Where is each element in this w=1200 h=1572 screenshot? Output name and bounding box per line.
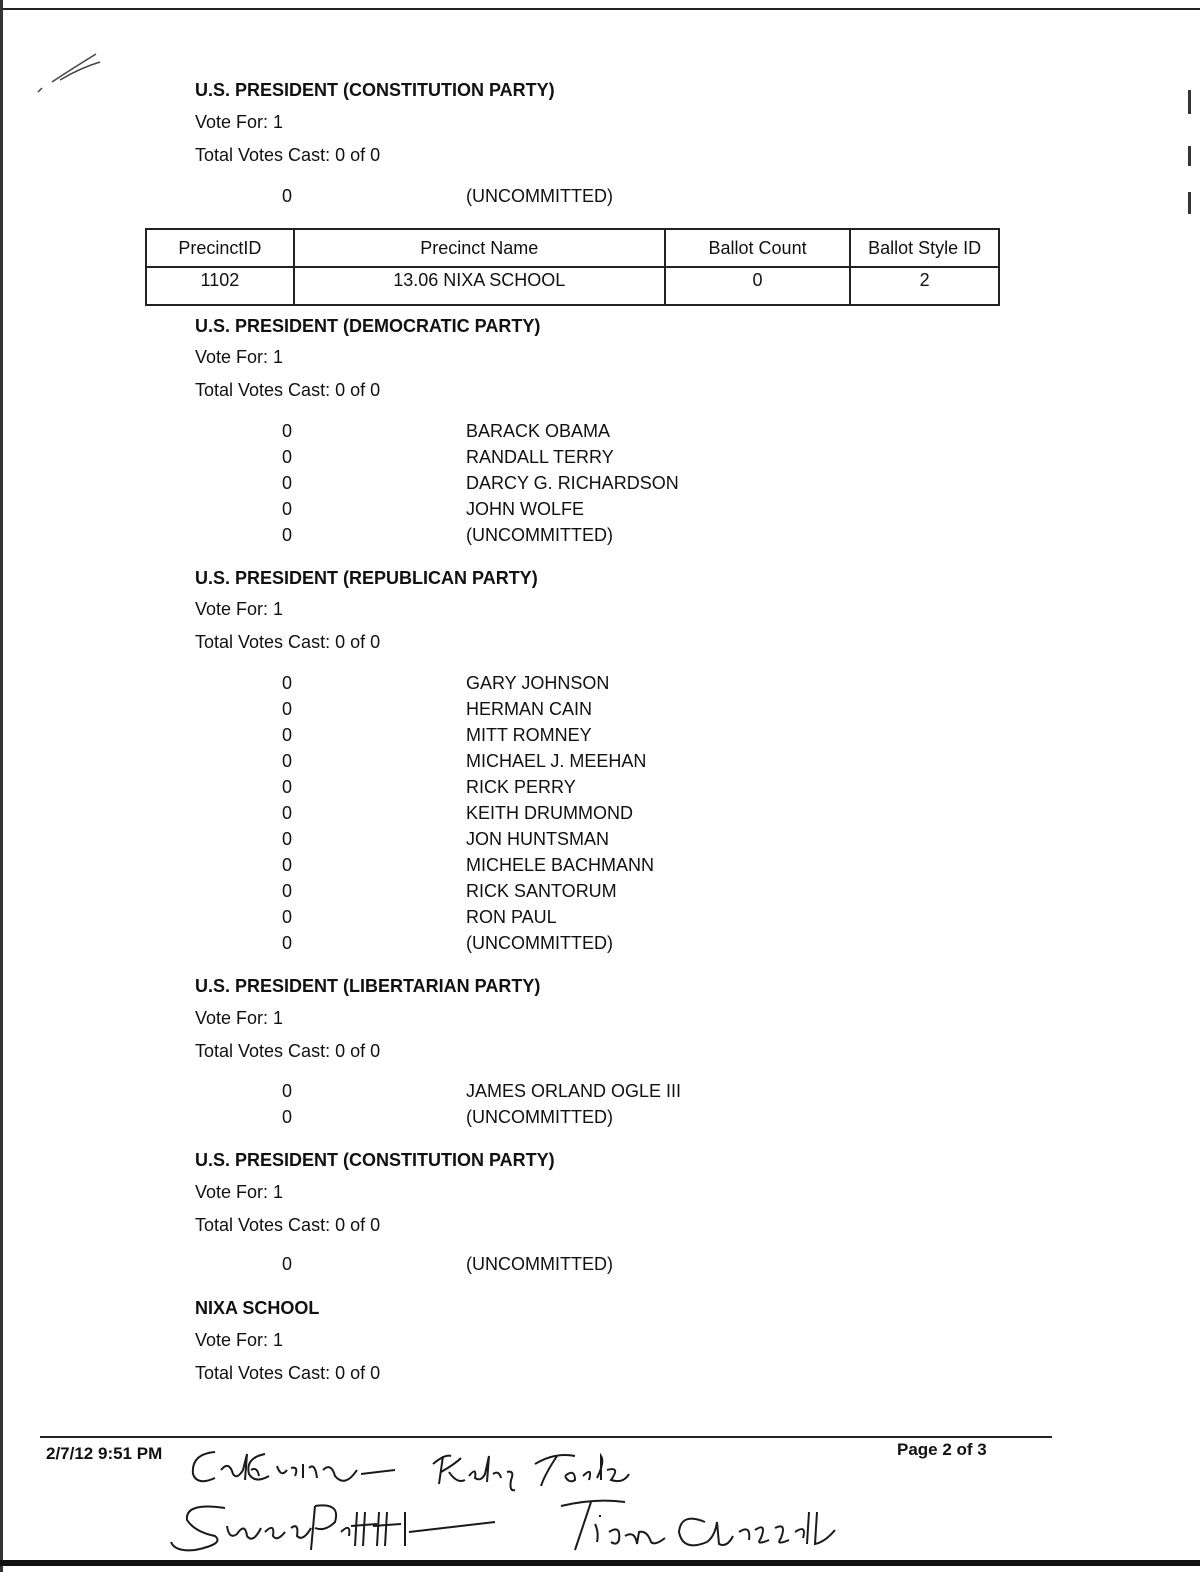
candidate-votes: 0 [282, 1081, 293, 1101]
candidate-votes: 0 [282, 881, 293, 901]
contest-title: U.S. PRESIDENT (LIBERTARIAN PARTY) [195, 976, 541, 996]
candidate-votes: 0 [282, 525, 293, 545]
contest-title: U.S. PRESIDENT (CONSTITUTION PARTY) [195, 1150, 555, 1170]
candidate-name: BARACK OBAMA [466, 421, 611, 441]
signature-1 [185, 1440, 405, 1496]
candidate-name: HERMAN CAIN [466, 699, 593, 719]
candidate-name: MICHELE BACHMANN [466, 855, 655, 875]
candidate-votes: 0 [282, 499, 293, 519]
top-border-line [0, 0, 1200, 10]
candidate-votes: 0 [282, 855, 293, 875]
cell-ballot-count: 0 [665, 267, 851, 305]
contest-title: U.S. PRESIDENT (DEMOCRATIC PARTY) [195, 316, 541, 336]
signature-3 [165, 1492, 505, 1560]
candidate-votes: 0 [282, 673, 293, 693]
candidate-name: (UNCOMMITTED) [466, 933, 613, 953]
candidate-name: (UNCOMMITTED) [466, 186, 613, 206]
vote-for-label: Vote For: 1 [195, 1182, 284, 1202]
total-votes-label: Total Votes Cast: 0 of 0 [195, 145, 381, 165]
scan-artifact-mark [1188, 192, 1191, 214]
header-precinct-id: PrecinctID [146, 229, 294, 267]
signature-2 [425, 1444, 635, 1494]
cell-ballot-style-id: 2 [850, 267, 999, 305]
candidate-name: (UNCOMMITTED) [466, 1107, 613, 1127]
candidate-name: JOHN WOLFE [466, 499, 585, 519]
total-votes-label: Total Votes Cast: 0 of 0 [195, 380, 381, 400]
stray-pen-mark [30, 48, 110, 108]
candidate-votes: 0 [282, 751, 293, 771]
candidate-name: RON PAUL [466, 907, 557, 927]
cell-precinct-name: 13.06 NIXA SCHOOL [294, 267, 665, 305]
candidate-votes: 0 [282, 473, 293, 493]
candidate-votes: 0 [282, 777, 293, 797]
candidate-name: (UNCOMMITTED) [466, 1254, 613, 1274]
candidate-votes: 0 [282, 933, 293, 953]
left-scan-edge [0, 0, 3, 1572]
signature-4 [555, 1492, 855, 1556]
candidate-name: RICK SANTORUM [466, 881, 617, 901]
candidate-votes: 0 [282, 803, 293, 823]
candidate-votes: 0 [282, 447, 293, 467]
report-timestamp: 2/7/12 9:51 PM [46, 1444, 163, 1463]
cell-precinct-id: 1102 [146, 267, 294, 305]
bottom-border-line [0, 1560, 1200, 1566]
vote-for-label: Vote For: 1 [195, 1008, 284, 1028]
contest-title: U.S. PRESIDENT (REPUBLICAN PARTY) [195, 568, 538, 588]
vote-for-label: Vote For: 1 [195, 599, 284, 619]
total-votes-label: Total Votes Cast: 0 of 0 [195, 1041, 381, 1061]
vote-for-label: Vote For: 1 [195, 112, 284, 132]
candidate-votes: 0 [282, 1107, 293, 1127]
candidate-name: JAMES ORLAND OGLE III [466, 1081, 682, 1101]
candidate-votes: 0 [282, 725, 293, 745]
table-row [146, 267, 999, 305]
candidate-name: GARY JOHNSON [466, 673, 610, 693]
vote-for-label: Vote For: 1 [195, 347, 284, 367]
candidate-votes: 0 [282, 699, 293, 719]
table-header-row [146, 229, 999, 267]
total-votes-label: Total Votes Cast: 0 of 0 [195, 1363, 381, 1383]
candidate-votes: 0 [282, 421, 293, 441]
candidate-votes: 0 [282, 907, 293, 927]
footer-rule [40, 1436, 1052, 1438]
contest-title: NIXA SCHOOL [195, 1298, 320, 1318]
precinct-table [145, 228, 1000, 306]
candidate-name: RANDALL TERRY [466, 447, 614, 467]
total-votes-label: Total Votes Cast: 0 of 0 [195, 632, 381, 652]
candidate-name: MITT ROMNEY [466, 725, 592, 745]
page-number: Page 2 of 3 [897, 1440, 987, 1459]
candidate-name: KEITH DRUMMOND [466, 803, 633, 823]
candidate-name: DARCY G. RICHARDSON [466, 473, 679, 493]
contest-title: U.S. PRESIDENT (CONSTITUTION PARTY) [195, 80, 555, 100]
candidate-name: RICK PERRY [466, 777, 576, 797]
candidate-votes: 0 [282, 1254, 293, 1274]
candidate-votes: 0 [282, 186, 293, 206]
candidate-name: (UNCOMMITTED) [466, 525, 613, 545]
scan-artifact-mark [1188, 146, 1191, 166]
scan-artifact-mark [1188, 90, 1191, 114]
candidate-name: JON HUNTSMAN [466, 829, 609, 849]
candidate-name: MICHAEL J. MEEHAN [466, 751, 647, 771]
vote-for-label: Vote For: 1 [195, 1330, 284, 1350]
header-precinct-name: Precinct Name [294, 229, 665, 267]
total-votes-label: Total Votes Cast: 0 of 0 [195, 1215, 381, 1235]
candidate-votes: 0 [282, 829, 293, 849]
header-ballot-style-id: Ballot Style ID [850, 229, 999, 267]
header-ballot-count: Ballot Count [665, 229, 851, 267]
